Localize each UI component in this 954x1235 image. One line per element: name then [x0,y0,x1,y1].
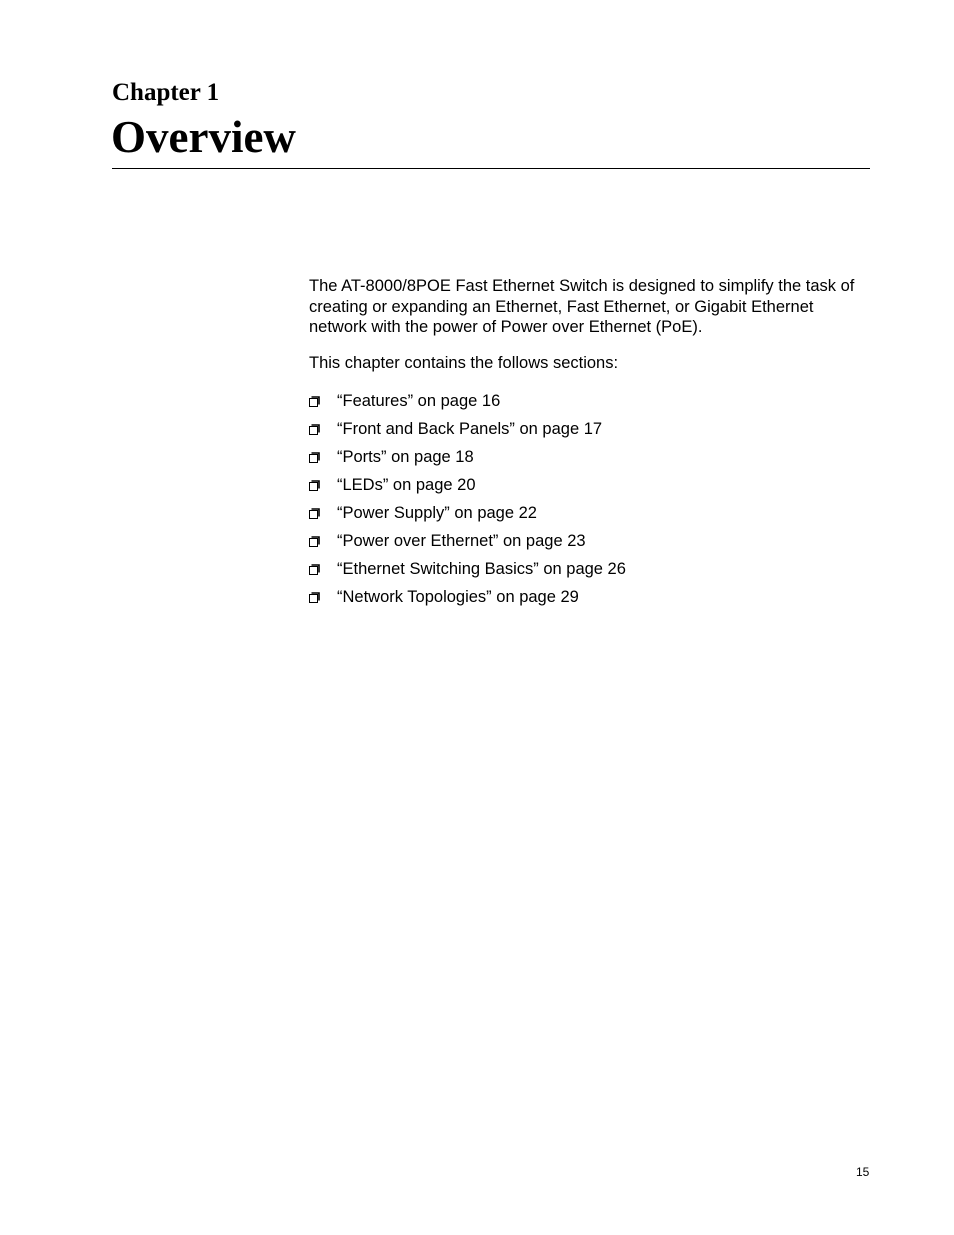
sections-lead: This chapter contains the follows sections: [309,354,619,372]
chapter-label: Chapter 1 [112,79,220,106]
list-item-label: “Ports” on page 18 [337,448,474,466]
list-item[interactable] [309,447,626,475]
list-item-label: “LEDs” on page 20 [337,476,476,494]
checkbox-bullet-icon [309,452,322,463]
checkbox-bullet-icon [309,508,322,519]
section-list [309,391,626,615]
list-item[interactable] [309,391,626,419]
list-item-label: “Network Topologies” on page 29 [337,588,579,606]
checkbox-bullet-icon [309,396,322,407]
list-item[interactable] [309,531,626,559]
chapter-title: Overview [111,112,296,162]
list-item-label: “Features” on page 16 [337,392,501,410]
checkbox-bullet-icon [309,424,322,435]
intro-paragraph: The AT-8000/8POE Fast Ethernet Switch is designed to simplify the task of creating or expanding an Ethernet, Fast Ethernet, or Gigabit Ethernet network with the power of Power over Ethernet (PoE). [309,277,855,336]
title-divider [112,168,870,169]
list-item-label: “Power over Ethernet” on page 23 [337,532,586,550]
list-item[interactable] [309,587,626,615]
list-item-label: “Front and Back Panels” on page 17 [337,420,603,438]
checkbox-bullet-icon [309,564,322,575]
page-number: 15 [856,1165,870,1179]
list-item[interactable] [309,559,626,587]
checkbox-bullet-icon [309,536,322,547]
checkbox-bullet-icon [309,592,322,603]
checkbox-bullet-icon [309,480,322,491]
list-item[interactable] [309,475,626,503]
list-item[interactable] [309,419,626,447]
list-item-label: “Power Supply” on page 22 [337,504,537,522]
list-item[interactable] [309,503,626,531]
list-item-label: “Ethernet Switching Basics” on page 26 [337,560,626,578]
